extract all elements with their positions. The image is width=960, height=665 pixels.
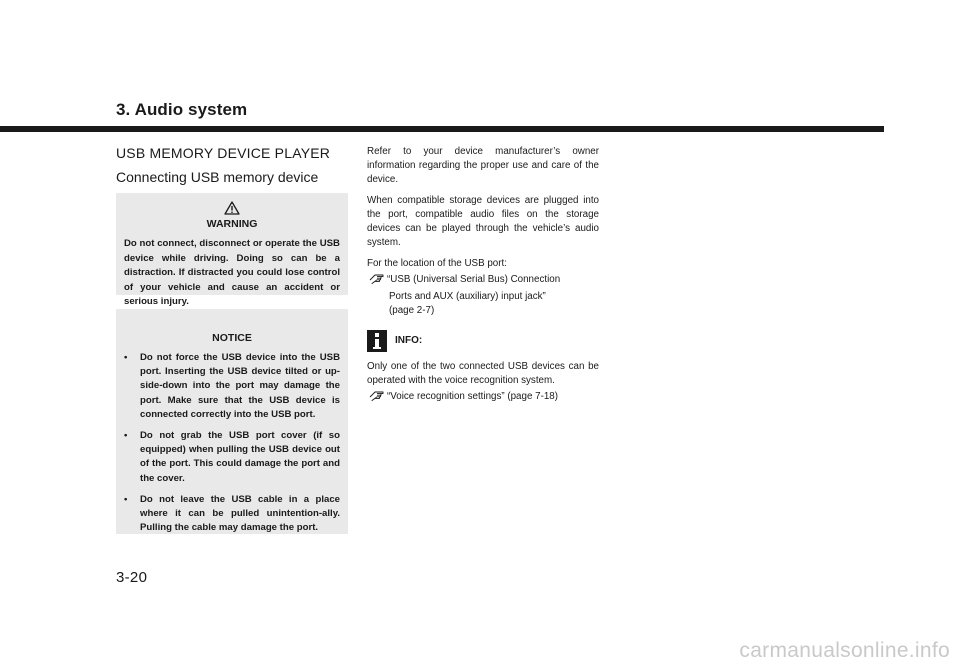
notice-list bbox=[124, 351, 340, 535]
watermark: carmanualsonline.info bbox=[739, 639, 950, 662]
notice-item-text: Do not leave the USB cable in a place where it can be pulled unintention-ally. Pulling the cable may damage the port. bbox=[140, 493, 340, 534]
left-column bbox=[116, 145, 348, 534]
pointing-hand-icon bbox=[367, 273, 387, 290]
reference-text-line2: Ports and AUX (auxiliary) input jack” bbox=[389, 291, 546, 302]
info-icon bbox=[367, 330, 387, 352]
paragraph-care: Refer to your device manufacturer’s owner information regarding the proper use and care of the device. bbox=[367, 146, 599, 185]
warning-heading-label: WARNING bbox=[206, 218, 258, 230]
bullet: • bbox=[124, 352, 128, 363]
notice-item-text: Do not force the USB device into the USB port. Inserting the USB device tilted or up-side-down into the port may damage the port. Make sure that the USB device is connected correctly into the USB port. bbox=[140, 352, 340, 420]
warning-triangle-icon bbox=[224, 201, 240, 215]
bullet: • bbox=[124, 430, 128, 442]
notice-heading: NOTICE bbox=[212, 332, 252, 344]
list-item bbox=[124, 493, 340, 536]
bullet: • bbox=[124, 493, 128, 505]
paragraph-location: For the location of the USB port: bbox=[367, 258, 507, 269]
page-number: 3-20 bbox=[116, 569, 148, 586]
notice-item-text: Do not grab the USB port cover (if so equipped) when pulling the USB device out of the port. This could damage the port and the cover. bbox=[140, 430, 340, 484]
chapter-rule bbox=[0, 126, 884, 132]
right-column bbox=[367, 145, 599, 407]
paragraph-info: Only one of the two connected USB devices can be operated with the voice recognition system. bbox=[367, 361, 599, 386]
reference-page: (page 2-7) bbox=[389, 305, 435, 316]
info-heading-label: INFO: bbox=[395, 335, 423, 346]
list-item bbox=[124, 429, 340, 486]
reference-usb-port[interactable] bbox=[367, 273, 599, 318]
warning-box bbox=[116, 193, 348, 307]
info-heading bbox=[367, 330, 599, 352]
chapter-title: 3. Audio system bbox=[116, 100, 248, 119]
warning-text: Do not connect, disconnect or operate the USB device while driving. Doing so can be a distraction. If distracted you could lose control of your vehicle and cause an accident or serious injury. bbox=[124, 238, 340, 307]
reference-text: “USB (Universal Serial Bus) Connection bbox=[387, 274, 561, 285]
reference-voice-recognition[interactable] bbox=[367, 390, 599, 407]
warning-heading bbox=[124, 201, 340, 231]
subsection-title: Connecting USB memory device bbox=[116, 169, 319, 185]
reference-text: “Voice recognition settings” (page 7-18) bbox=[387, 391, 558, 402]
list-item bbox=[124, 351, 340, 422]
section-title: USB MEMORY DEVICE PLAYER bbox=[116, 145, 331, 161]
notice-box bbox=[116, 309, 348, 534]
pointing-hand-icon bbox=[367, 390, 387, 407]
paragraph-compatible: When compatible storage devices are plugged into the port, compatible audio files on the storage devices can be played through the vehicle’s audio system. bbox=[367, 195, 599, 248]
